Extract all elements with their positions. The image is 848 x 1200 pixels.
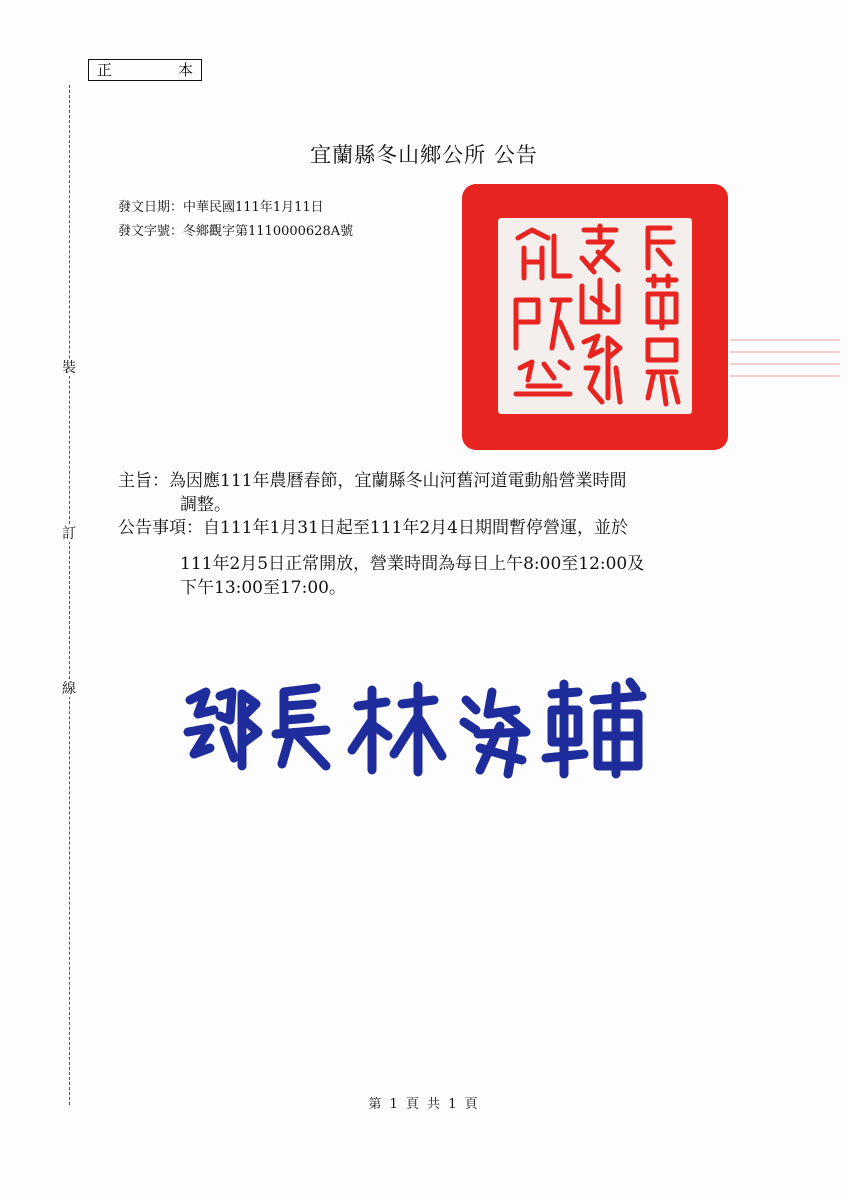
announcement-line-1: 公告事項：自111年1月31日起至111年2月4日期間暫停營運，並於: [118, 518, 628, 538]
issue-date: 發文日期：中華民國111年1月11日: [118, 200, 324, 215]
page-number-footer: 第 1 頁 共 1 頁: [368, 1097, 480, 1112]
subject-line-1: 主旨：為因應111年農曆春節，宜蘭縣冬山河舊河道電動船營業時間: [118, 471, 627, 491]
binding-char-zhuang: 裝: [62, 360, 76, 376]
issue-reference-number: 發文字號：冬鄉觀字第1110000628A號: [118, 224, 354, 239]
copy-stamp-left: 正: [97, 60, 113, 79]
subject-line-2: 調整。: [180, 495, 231, 515]
seal-face: [498, 218, 692, 414]
announcement-line-2: 111年2月5日正常開放，營業時間為每日上午8:00至12:00及: [180, 554, 645, 574]
binding-char-ding: 訂: [62, 526, 76, 542]
announcement-line-3: 下午13:00至17:00。: [180, 578, 346, 598]
binding-line: [69, 85, 70, 1105]
original-copy-stamp: [88, 59, 202, 81]
binding-char-xian: 線: [62, 681, 76, 697]
mayor-signature: [180, 670, 680, 790]
copy-stamp-right: 本: [177, 60, 193, 79]
page-title: 宜蘭縣冬山鄉公所 公告: [310, 143, 538, 167]
seal-calligraphy-graphic: [498, 218, 692, 414]
official-seal: [462, 184, 728, 450]
edge-stamp-fragment: [730, 330, 840, 390]
